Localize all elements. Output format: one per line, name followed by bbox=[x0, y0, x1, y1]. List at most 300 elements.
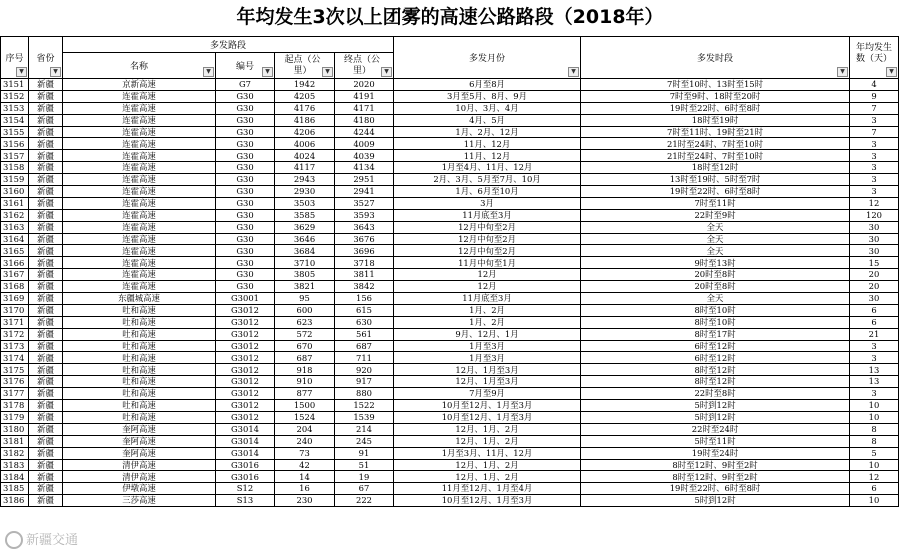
cell-code[interactable]: G30 bbox=[216, 174, 275, 186]
cell-months[interactable]: 11月底至3月 bbox=[394, 209, 581, 221]
dropdown-arrow-icon[interactable]: ▼ bbox=[886, 67, 897, 77]
cell-months[interactable]: 1月、2月 bbox=[394, 304, 581, 316]
cell-months[interactable]: 2月、3月、5月至7月、10月 bbox=[394, 174, 581, 186]
cell-province[interactable]: 新疆 bbox=[29, 126, 63, 138]
cell-code[interactable]: G30 bbox=[216, 233, 275, 245]
cell-start[interactable]: 4205 bbox=[275, 90, 335, 102]
cell-periods[interactable]: 5时到12时 bbox=[581, 495, 850, 507]
cell-periods[interactable]: 19时至24时 bbox=[581, 447, 850, 459]
cell-start[interactable]: 2943 bbox=[275, 174, 335, 186]
cell-name[interactable]: 连霍高速 bbox=[63, 257, 216, 269]
cell-periods[interactable]: 6时至12时 bbox=[581, 340, 850, 352]
cell-name[interactable]: 吐和高速 bbox=[63, 352, 216, 364]
cell-province[interactable]: 新疆 bbox=[29, 316, 63, 328]
cell-name[interactable]: 三莎高速 bbox=[63, 495, 216, 507]
cell-end[interactable]: 4039 bbox=[335, 150, 394, 162]
cell-end[interactable]: 4244 bbox=[335, 126, 394, 138]
cell-count[interactable]: 4 bbox=[850, 79, 899, 91]
cell-end[interactable]: 561 bbox=[335, 328, 394, 340]
cell-province[interactable]: 新疆 bbox=[29, 79, 63, 91]
cell-province[interactable]: 新疆 bbox=[29, 233, 63, 245]
cell-name[interactable]: 奎阿高速 bbox=[63, 435, 216, 447]
cell-code[interactable]: G3012 bbox=[216, 304, 275, 316]
cell-seq[interactable]: 3158 bbox=[1, 162, 29, 174]
cell-code[interactable]: G30 bbox=[216, 114, 275, 126]
cell-start[interactable]: 4206 bbox=[275, 126, 335, 138]
cell-months[interactable]: 11月、12月 bbox=[394, 150, 581, 162]
cell-count[interactable]: 7 bbox=[850, 126, 899, 138]
cell-start[interactable]: 877 bbox=[275, 388, 335, 400]
cell-end[interactable]: 19 bbox=[335, 471, 394, 483]
cell-name[interactable]: 连霍高速 bbox=[63, 90, 216, 102]
cell-seq[interactable]: 3176 bbox=[1, 376, 29, 388]
cell-province[interactable]: 新疆 bbox=[29, 388, 63, 400]
cell-name[interactable]: 伊墩高速 bbox=[63, 483, 216, 495]
dropdown-arrow-icon[interactable]: ▼ bbox=[16, 67, 27, 77]
cell-start[interactable]: 240 bbox=[275, 435, 335, 447]
cell-periods[interactable]: 7时至10时、13时至15时 bbox=[581, 79, 850, 91]
cell-code[interactable]: G30 bbox=[216, 150, 275, 162]
cell-periods[interactable]: 18时至19时 bbox=[581, 114, 850, 126]
cell-province[interactable]: 新疆 bbox=[29, 269, 63, 281]
cell-months[interactable]: 12月 bbox=[394, 269, 581, 281]
cell-code[interactable]: S13 bbox=[216, 495, 275, 507]
cell-periods[interactable]: 18时至12时 bbox=[581, 162, 850, 174]
cell-name[interactable]: 京新高速 bbox=[63, 79, 216, 91]
cell-seq[interactable]: 3166 bbox=[1, 257, 29, 269]
cell-months[interactable]: 12月、1月、2月 bbox=[394, 435, 581, 447]
cell-count[interactable]: 20 bbox=[850, 269, 899, 281]
cell-start[interactable]: 572 bbox=[275, 328, 335, 340]
header-end[interactable]: 终点（公里） ▼ bbox=[335, 53, 394, 79]
cell-start[interactable]: 1500 bbox=[275, 400, 335, 412]
cell-start[interactable]: 16 bbox=[275, 483, 335, 495]
cell-count[interactable]: 30 bbox=[850, 233, 899, 245]
cell-province[interactable]: 新疆 bbox=[29, 174, 63, 186]
cell-months[interactable]: 10月、3月、4月 bbox=[394, 102, 581, 114]
cell-end[interactable]: 4180 bbox=[335, 114, 394, 126]
cell-end[interactable]: 687 bbox=[335, 340, 394, 352]
cell-count[interactable]: 3 bbox=[850, 186, 899, 198]
cell-name[interactable]: 连霍高速 bbox=[63, 281, 216, 293]
cell-province[interactable]: 新疆 bbox=[29, 162, 63, 174]
cell-periods[interactable]: 22时至8时 bbox=[581, 388, 850, 400]
cell-province[interactable]: 新疆 bbox=[29, 186, 63, 198]
cell-province[interactable]: 新疆 bbox=[29, 209, 63, 221]
cell-end[interactable]: 880 bbox=[335, 388, 394, 400]
cell-seq[interactable]: 3162 bbox=[1, 209, 29, 221]
cell-periods[interactable]: 全天 bbox=[581, 293, 850, 305]
cell-start[interactable]: 2930 bbox=[275, 186, 335, 198]
cell-end[interactable]: 1539 bbox=[335, 411, 394, 423]
cell-end[interactable]: 156 bbox=[335, 293, 394, 305]
cell-name[interactable]: 吐和高速 bbox=[63, 328, 216, 340]
cell-code[interactable]: G30 bbox=[216, 221, 275, 233]
dropdown-arrow-icon[interactable]: ▼ bbox=[203, 67, 214, 77]
cell-months[interactable]: 11月、12月 bbox=[394, 138, 581, 150]
header-count[interactable]: 年均发生数（天） ▼ bbox=[850, 37, 899, 79]
cell-start[interactable]: 204 bbox=[275, 423, 335, 435]
cell-count[interactable]: 9 bbox=[850, 90, 899, 102]
cell-count[interactable]: 13 bbox=[850, 364, 899, 376]
cell-start[interactable]: 4176 bbox=[275, 102, 335, 114]
cell-count[interactable]: 3 bbox=[850, 352, 899, 364]
cell-name[interactable]: 清伊高速 bbox=[63, 471, 216, 483]
cell-start[interactable]: 4006 bbox=[275, 138, 335, 150]
cell-province[interactable]: 新疆 bbox=[29, 400, 63, 412]
cell-name[interactable]: 吐和高速 bbox=[63, 411, 216, 423]
cell-count[interactable]: 3 bbox=[850, 174, 899, 186]
cell-seq[interactable]: 3168 bbox=[1, 281, 29, 293]
cell-code[interactable]: G3012 bbox=[216, 340, 275, 352]
cell-periods[interactable]: 20时至8时 bbox=[581, 281, 850, 293]
dropdown-arrow-icon[interactable]: ▼ bbox=[568, 67, 579, 77]
cell-periods[interactable]: 19时至22时、6时至8时 bbox=[581, 483, 850, 495]
cell-months[interactable]: 4月、5月 bbox=[394, 114, 581, 126]
cell-count[interactable]: 5 bbox=[850, 447, 899, 459]
cell-start[interactable]: 3821 bbox=[275, 281, 335, 293]
cell-code[interactable]: G30 bbox=[216, 269, 275, 281]
cell-count[interactable]: 6 bbox=[850, 304, 899, 316]
cell-province[interactable]: 新疆 bbox=[29, 102, 63, 114]
cell-months[interactable]: 1月至3月 bbox=[394, 352, 581, 364]
cell-months[interactable]: 10月至12月、1月至3月 bbox=[394, 495, 581, 507]
cell-seq[interactable]: 3175 bbox=[1, 364, 29, 376]
cell-end[interactable]: 4009 bbox=[335, 138, 394, 150]
cell-name[interactable]: 连霍高速 bbox=[63, 197, 216, 209]
cell-periods[interactable]: 20时至8时 bbox=[581, 269, 850, 281]
cell-start[interactable]: 1524 bbox=[275, 411, 335, 423]
cell-seq[interactable]: 3182 bbox=[1, 447, 29, 459]
cell-periods[interactable]: 8时至12时 bbox=[581, 376, 850, 388]
cell-count[interactable]: 10 bbox=[850, 411, 899, 423]
cell-code[interactable]: G30 bbox=[216, 197, 275, 209]
cell-months[interactable]: 12月中旬至2月 bbox=[394, 245, 581, 257]
cell-code[interactable]: G30 bbox=[216, 281, 275, 293]
dropdown-arrow-icon[interactable]: ▼ bbox=[262, 67, 273, 77]
cell-name[interactable]: 吐和高速 bbox=[63, 364, 216, 376]
cell-months[interactable]: 12月中旬至2月 bbox=[394, 221, 581, 233]
cell-end[interactable]: 1522 bbox=[335, 400, 394, 412]
cell-count[interactable]: 10 bbox=[850, 400, 899, 412]
cell-end[interactable]: 3676 bbox=[335, 233, 394, 245]
cell-code[interactable]: G3012 bbox=[216, 411, 275, 423]
header-start[interactable]: 起点（公里） ▼ bbox=[275, 53, 335, 79]
cell-periods[interactable]: 6时至12时 bbox=[581, 352, 850, 364]
cell-name[interactable]: 吐和高速 bbox=[63, 316, 216, 328]
cell-end[interactable]: 91 bbox=[335, 447, 394, 459]
cell-seq[interactable]: 3157 bbox=[1, 150, 29, 162]
cell-seq[interactable]: 3177 bbox=[1, 388, 29, 400]
cell-periods[interactable]: 8时至10时 bbox=[581, 316, 850, 328]
cell-end[interactable]: 3696 bbox=[335, 245, 394, 257]
cell-code[interactable]: G30 bbox=[216, 126, 275, 138]
cell-province[interactable]: 新疆 bbox=[29, 435, 63, 447]
cell-count[interactable]: 13 bbox=[850, 376, 899, 388]
cell-months[interactable]: 1月至3月 bbox=[394, 340, 581, 352]
cell-months[interactable]: 6月至8月 bbox=[394, 79, 581, 91]
cell-seq[interactable]: 3184 bbox=[1, 471, 29, 483]
cell-count[interactable]: 30 bbox=[850, 221, 899, 233]
cell-periods[interactable]: 8时至12时、9时至2时 bbox=[581, 459, 850, 471]
cell-start[interactable]: 1942 bbox=[275, 79, 335, 91]
cell-seq[interactable]: 3185 bbox=[1, 483, 29, 495]
cell-periods[interactable]: 22时至24时 bbox=[581, 423, 850, 435]
cell-end[interactable]: 2941 bbox=[335, 186, 394, 198]
cell-count[interactable]: 30 bbox=[850, 293, 899, 305]
cell-seq[interactable]: 3155 bbox=[1, 126, 29, 138]
cell-count[interactable]: 12 bbox=[850, 197, 899, 209]
cell-end[interactable]: 3643 bbox=[335, 221, 394, 233]
cell-province[interactable]: 新疆 bbox=[29, 471, 63, 483]
cell-seq[interactable]: 3152 bbox=[1, 90, 29, 102]
cell-periods[interactable]: 5时到12时 bbox=[581, 411, 850, 423]
cell-start[interactable]: 95 bbox=[275, 293, 335, 305]
cell-code[interactable]: G3016 bbox=[216, 471, 275, 483]
cell-start[interactable]: 3646 bbox=[275, 233, 335, 245]
cell-months[interactable]: 12月、1月至3月 bbox=[394, 364, 581, 376]
cell-start[interactable]: 73 bbox=[275, 447, 335, 459]
cell-name[interactable]: 连霍高速 bbox=[63, 269, 216, 281]
cell-seq[interactable]: 3178 bbox=[1, 400, 29, 412]
cell-count[interactable]: 8 bbox=[850, 435, 899, 447]
cell-name[interactable]: 连霍高速 bbox=[63, 245, 216, 257]
cell-periods[interactable]: 全天 bbox=[581, 221, 850, 233]
cell-name[interactable]: 连霍高速 bbox=[63, 174, 216, 186]
cell-start[interactable]: 42 bbox=[275, 459, 335, 471]
cell-months[interactable]: 1月至4月、11月、12月 bbox=[394, 162, 581, 174]
cell-start[interactable]: 3805 bbox=[275, 269, 335, 281]
cell-count[interactable]: 3 bbox=[850, 162, 899, 174]
cell-seq[interactable]: 3172 bbox=[1, 328, 29, 340]
header-periods[interactable]: 多发时段 ▼ bbox=[581, 37, 850, 79]
cell-end[interactable]: 615 bbox=[335, 304, 394, 316]
cell-province[interactable]: 新疆 bbox=[29, 376, 63, 388]
cell-name[interactable]: 连霍高速 bbox=[63, 114, 216, 126]
cell-months[interactable]: 1月、2月 bbox=[394, 316, 581, 328]
cell-province[interactable]: 新疆 bbox=[29, 483, 63, 495]
cell-seq[interactable]: 3160 bbox=[1, 186, 29, 198]
cell-seq[interactable]: 3183 bbox=[1, 459, 29, 471]
cell-name[interactable]: 奎阿高速 bbox=[63, 447, 216, 459]
cell-seq[interactable]: 3165 bbox=[1, 245, 29, 257]
cell-seq[interactable]: 3161 bbox=[1, 197, 29, 209]
header-name[interactable]: 名称 ▼ bbox=[63, 53, 216, 79]
cell-end[interactable]: 920 bbox=[335, 364, 394, 376]
cell-periods[interactable]: 22时至9时 bbox=[581, 209, 850, 221]
cell-count[interactable]: 20 bbox=[850, 281, 899, 293]
cell-seq[interactable]: 3173 bbox=[1, 340, 29, 352]
cell-periods[interactable]: 7时至11时 bbox=[581, 197, 850, 209]
cell-months[interactable]: 1月至3月、11月、12月 bbox=[394, 447, 581, 459]
cell-name[interactable]: 连霍高速 bbox=[63, 138, 216, 150]
cell-count[interactable]: 10 bbox=[850, 495, 899, 507]
cell-start[interactable]: 230 bbox=[275, 495, 335, 507]
cell-end[interactable]: 4191 bbox=[335, 90, 394, 102]
header-code[interactable]: 编号 ▼ bbox=[216, 53, 275, 79]
cell-periods[interactable]: 8时至10时 bbox=[581, 304, 850, 316]
cell-name[interactable]: 连霍高速 bbox=[63, 221, 216, 233]
cell-months[interactable]: 10月至12月、1月至3月 bbox=[394, 411, 581, 423]
dropdown-arrow-icon[interactable]: ▼ bbox=[50, 67, 61, 77]
cell-count[interactable]: 7 bbox=[850, 102, 899, 114]
cell-code[interactable]: G30 bbox=[216, 102, 275, 114]
cell-end[interactable]: 917 bbox=[335, 376, 394, 388]
cell-seq[interactable]: 3169 bbox=[1, 293, 29, 305]
cell-name[interactable]: 吐和高速 bbox=[63, 304, 216, 316]
cell-end[interactable]: 51 bbox=[335, 459, 394, 471]
cell-start[interactable]: 4024 bbox=[275, 150, 335, 162]
cell-name[interactable]: 连霍高速 bbox=[63, 162, 216, 174]
cell-code[interactable]: G3016 bbox=[216, 459, 275, 471]
cell-periods[interactable]: 7时至9时、18时至20时 bbox=[581, 90, 850, 102]
cell-name[interactable]: 吐和高速 bbox=[63, 400, 216, 412]
cell-province[interactable]: 新疆 bbox=[29, 340, 63, 352]
cell-months[interactable]: 12月、1月、2月 bbox=[394, 459, 581, 471]
cell-months[interactable]: 7月至9月 bbox=[394, 388, 581, 400]
cell-code[interactable]: G30 bbox=[216, 90, 275, 102]
cell-months[interactable]: 12月、1月、2月 bbox=[394, 471, 581, 483]
cell-periods[interactable]: 21时至24时、7时至10时 bbox=[581, 150, 850, 162]
cell-code[interactable]: G3014 bbox=[216, 435, 275, 447]
cell-seq[interactable]: 3181 bbox=[1, 435, 29, 447]
cell-name[interactable]: 连霍高速 bbox=[63, 102, 216, 114]
cell-count[interactable]: 6 bbox=[850, 316, 899, 328]
dropdown-arrow-icon[interactable]: ▼ bbox=[837, 67, 848, 77]
cell-months[interactable]: 12月中旬至2月 bbox=[394, 233, 581, 245]
cell-start[interactable]: 14 bbox=[275, 471, 335, 483]
cell-start[interactable]: 918 bbox=[275, 364, 335, 376]
cell-months[interactable]: 12月 bbox=[394, 281, 581, 293]
cell-code[interactable]: G30 bbox=[216, 186, 275, 198]
cell-end[interactable]: 3527 bbox=[335, 197, 394, 209]
cell-months[interactable]: 3月 bbox=[394, 197, 581, 209]
cell-periods[interactable]: 19时至22时、6时至8时 bbox=[581, 102, 850, 114]
cell-start[interactable]: 623 bbox=[275, 316, 335, 328]
cell-province[interactable]: 新疆 bbox=[29, 150, 63, 162]
cell-periods[interactable]: 19时至22时、6时至8时 bbox=[581, 186, 850, 198]
cell-end[interactable]: 67 bbox=[335, 483, 394, 495]
cell-name[interactable]: 吐和高速 bbox=[63, 376, 216, 388]
cell-months[interactable]: 10月至12月、1月至3月 bbox=[394, 400, 581, 412]
cell-count[interactable]: 8 bbox=[850, 423, 899, 435]
cell-periods[interactable]: 7时至11时、19时至21时 bbox=[581, 126, 850, 138]
cell-seq[interactable]: 3156 bbox=[1, 138, 29, 150]
cell-months[interactable]: 11月底至3月 bbox=[394, 293, 581, 305]
header-months[interactable]: 多发月份 ▼ bbox=[394, 37, 581, 79]
cell-end[interactable]: 3718 bbox=[335, 257, 394, 269]
cell-name[interactable]: 奎阿高速 bbox=[63, 423, 216, 435]
cell-end[interactable]: 4134 bbox=[335, 162, 394, 174]
cell-name[interactable]: 清伊高速 bbox=[63, 459, 216, 471]
cell-province[interactable]: 新疆 bbox=[29, 495, 63, 507]
cell-end[interactable]: 245 bbox=[335, 435, 394, 447]
cell-code[interactable]: G3012 bbox=[216, 328, 275, 340]
cell-months[interactable]: 9月、12月、1月 bbox=[394, 328, 581, 340]
cell-count[interactable]: 3 bbox=[850, 150, 899, 162]
cell-name[interactable]: 连霍高速 bbox=[63, 150, 216, 162]
dropdown-arrow-icon[interactable]: ▼ bbox=[322, 67, 333, 77]
cell-count[interactable]: 15 bbox=[850, 257, 899, 269]
cell-code[interactable]: G3014 bbox=[216, 423, 275, 435]
cell-seq[interactable]: 3154 bbox=[1, 114, 29, 126]
cell-periods[interactable]: 8时至12时、9时至2时 bbox=[581, 471, 850, 483]
cell-seq[interactable]: 3180 bbox=[1, 423, 29, 435]
cell-end[interactable]: 214 bbox=[335, 423, 394, 435]
cell-seq[interactable]: 3170 bbox=[1, 304, 29, 316]
cell-province[interactable]: 新疆 bbox=[29, 138, 63, 150]
cell-count[interactable]: 3 bbox=[850, 114, 899, 126]
cell-start[interactable]: 600 bbox=[275, 304, 335, 316]
cell-periods[interactable]: 8时至17时 bbox=[581, 328, 850, 340]
cell-province[interactable]: 新疆 bbox=[29, 423, 63, 435]
cell-start[interactable]: 3629 bbox=[275, 221, 335, 233]
cell-code[interactable]: G3012 bbox=[216, 364, 275, 376]
cell-end[interactable]: 4171 bbox=[335, 102, 394, 114]
cell-seq[interactable]: 3164 bbox=[1, 233, 29, 245]
cell-code[interactable]: G30 bbox=[216, 257, 275, 269]
cell-province[interactable]: 新疆 bbox=[29, 364, 63, 376]
cell-seq[interactable]: 3186 bbox=[1, 495, 29, 507]
cell-end[interactable]: 3842 bbox=[335, 281, 394, 293]
cell-seq[interactable]: 3167 bbox=[1, 269, 29, 281]
cell-count[interactable]: 3 bbox=[850, 138, 899, 150]
cell-start[interactable]: 3710 bbox=[275, 257, 335, 269]
cell-months[interactable]: 3月至5月、8月、9月 bbox=[394, 90, 581, 102]
cell-count[interactable]: 30 bbox=[850, 245, 899, 257]
cell-periods[interactable]: 全天 bbox=[581, 233, 850, 245]
cell-start[interactable]: 670 bbox=[275, 340, 335, 352]
cell-code[interactable]: G30 bbox=[216, 209, 275, 221]
cell-months[interactable]: 11月中旬至1月 bbox=[394, 257, 581, 269]
cell-periods[interactable]: 8时至12时 bbox=[581, 364, 850, 376]
dropdown-arrow-icon[interactable]: ▼ bbox=[381, 67, 392, 77]
cell-periods[interactable]: 全天 bbox=[581, 245, 850, 257]
cell-province[interactable]: 新疆 bbox=[29, 221, 63, 233]
cell-province[interactable]: 新疆 bbox=[29, 447, 63, 459]
cell-seq[interactable]: 3151 bbox=[1, 79, 29, 91]
cell-code[interactable]: G3012 bbox=[216, 400, 275, 412]
cell-name[interactable]: 吐和高速 bbox=[63, 388, 216, 400]
cell-end[interactable]: 3593 bbox=[335, 209, 394, 221]
cell-province[interactable]: 新疆 bbox=[29, 411, 63, 423]
cell-code[interactable]: G3001 bbox=[216, 293, 275, 305]
cell-periods[interactable]: 5时到12时 bbox=[581, 400, 850, 412]
cell-start[interactable]: 910 bbox=[275, 376, 335, 388]
cell-count[interactable]: 21 bbox=[850, 328, 899, 340]
cell-start[interactable]: 3585 bbox=[275, 209, 335, 221]
cell-province[interactable]: 新疆 bbox=[29, 114, 63, 126]
header-seq[interactable]: 序号 ▼ bbox=[1, 37, 29, 79]
cell-province[interactable]: 新疆 bbox=[29, 197, 63, 209]
cell-province[interactable]: 新疆 bbox=[29, 459, 63, 471]
cell-code[interactable]: G3012 bbox=[216, 376, 275, 388]
cell-count[interactable]: 120 bbox=[850, 209, 899, 221]
cell-province[interactable]: 新疆 bbox=[29, 304, 63, 316]
cell-name[interactable]: 吐和高速 bbox=[63, 340, 216, 352]
cell-periods[interactable]: 9时至13时 bbox=[581, 257, 850, 269]
cell-seq[interactable]: 3153 bbox=[1, 102, 29, 114]
cell-periods[interactable]: 5时至11时 bbox=[581, 435, 850, 447]
cell-months[interactable]: 1月、2月、12月 bbox=[394, 126, 581, 138]
cell-code[interactable]: G3012 bbox=[216, 352, 275, 364]
cell-code[interactable]: S12 bbox=[216, 483, 275, 495]
cell-name[interactable]: 连霍高速 bbox=[63, 126, 216, 138]
cell-count[interactable]: 3 bbox=[850, 388, 899, 400]
cell-count[interactable]: 12 bbox=[850, 471, 899, 483]
cell-code[interactable]: G3014 bbox=[216, 447, 275, 459]
cell-periods[interactable]: 21时至24时、7时至10时 bbox=[581, 138, 850, 150]
